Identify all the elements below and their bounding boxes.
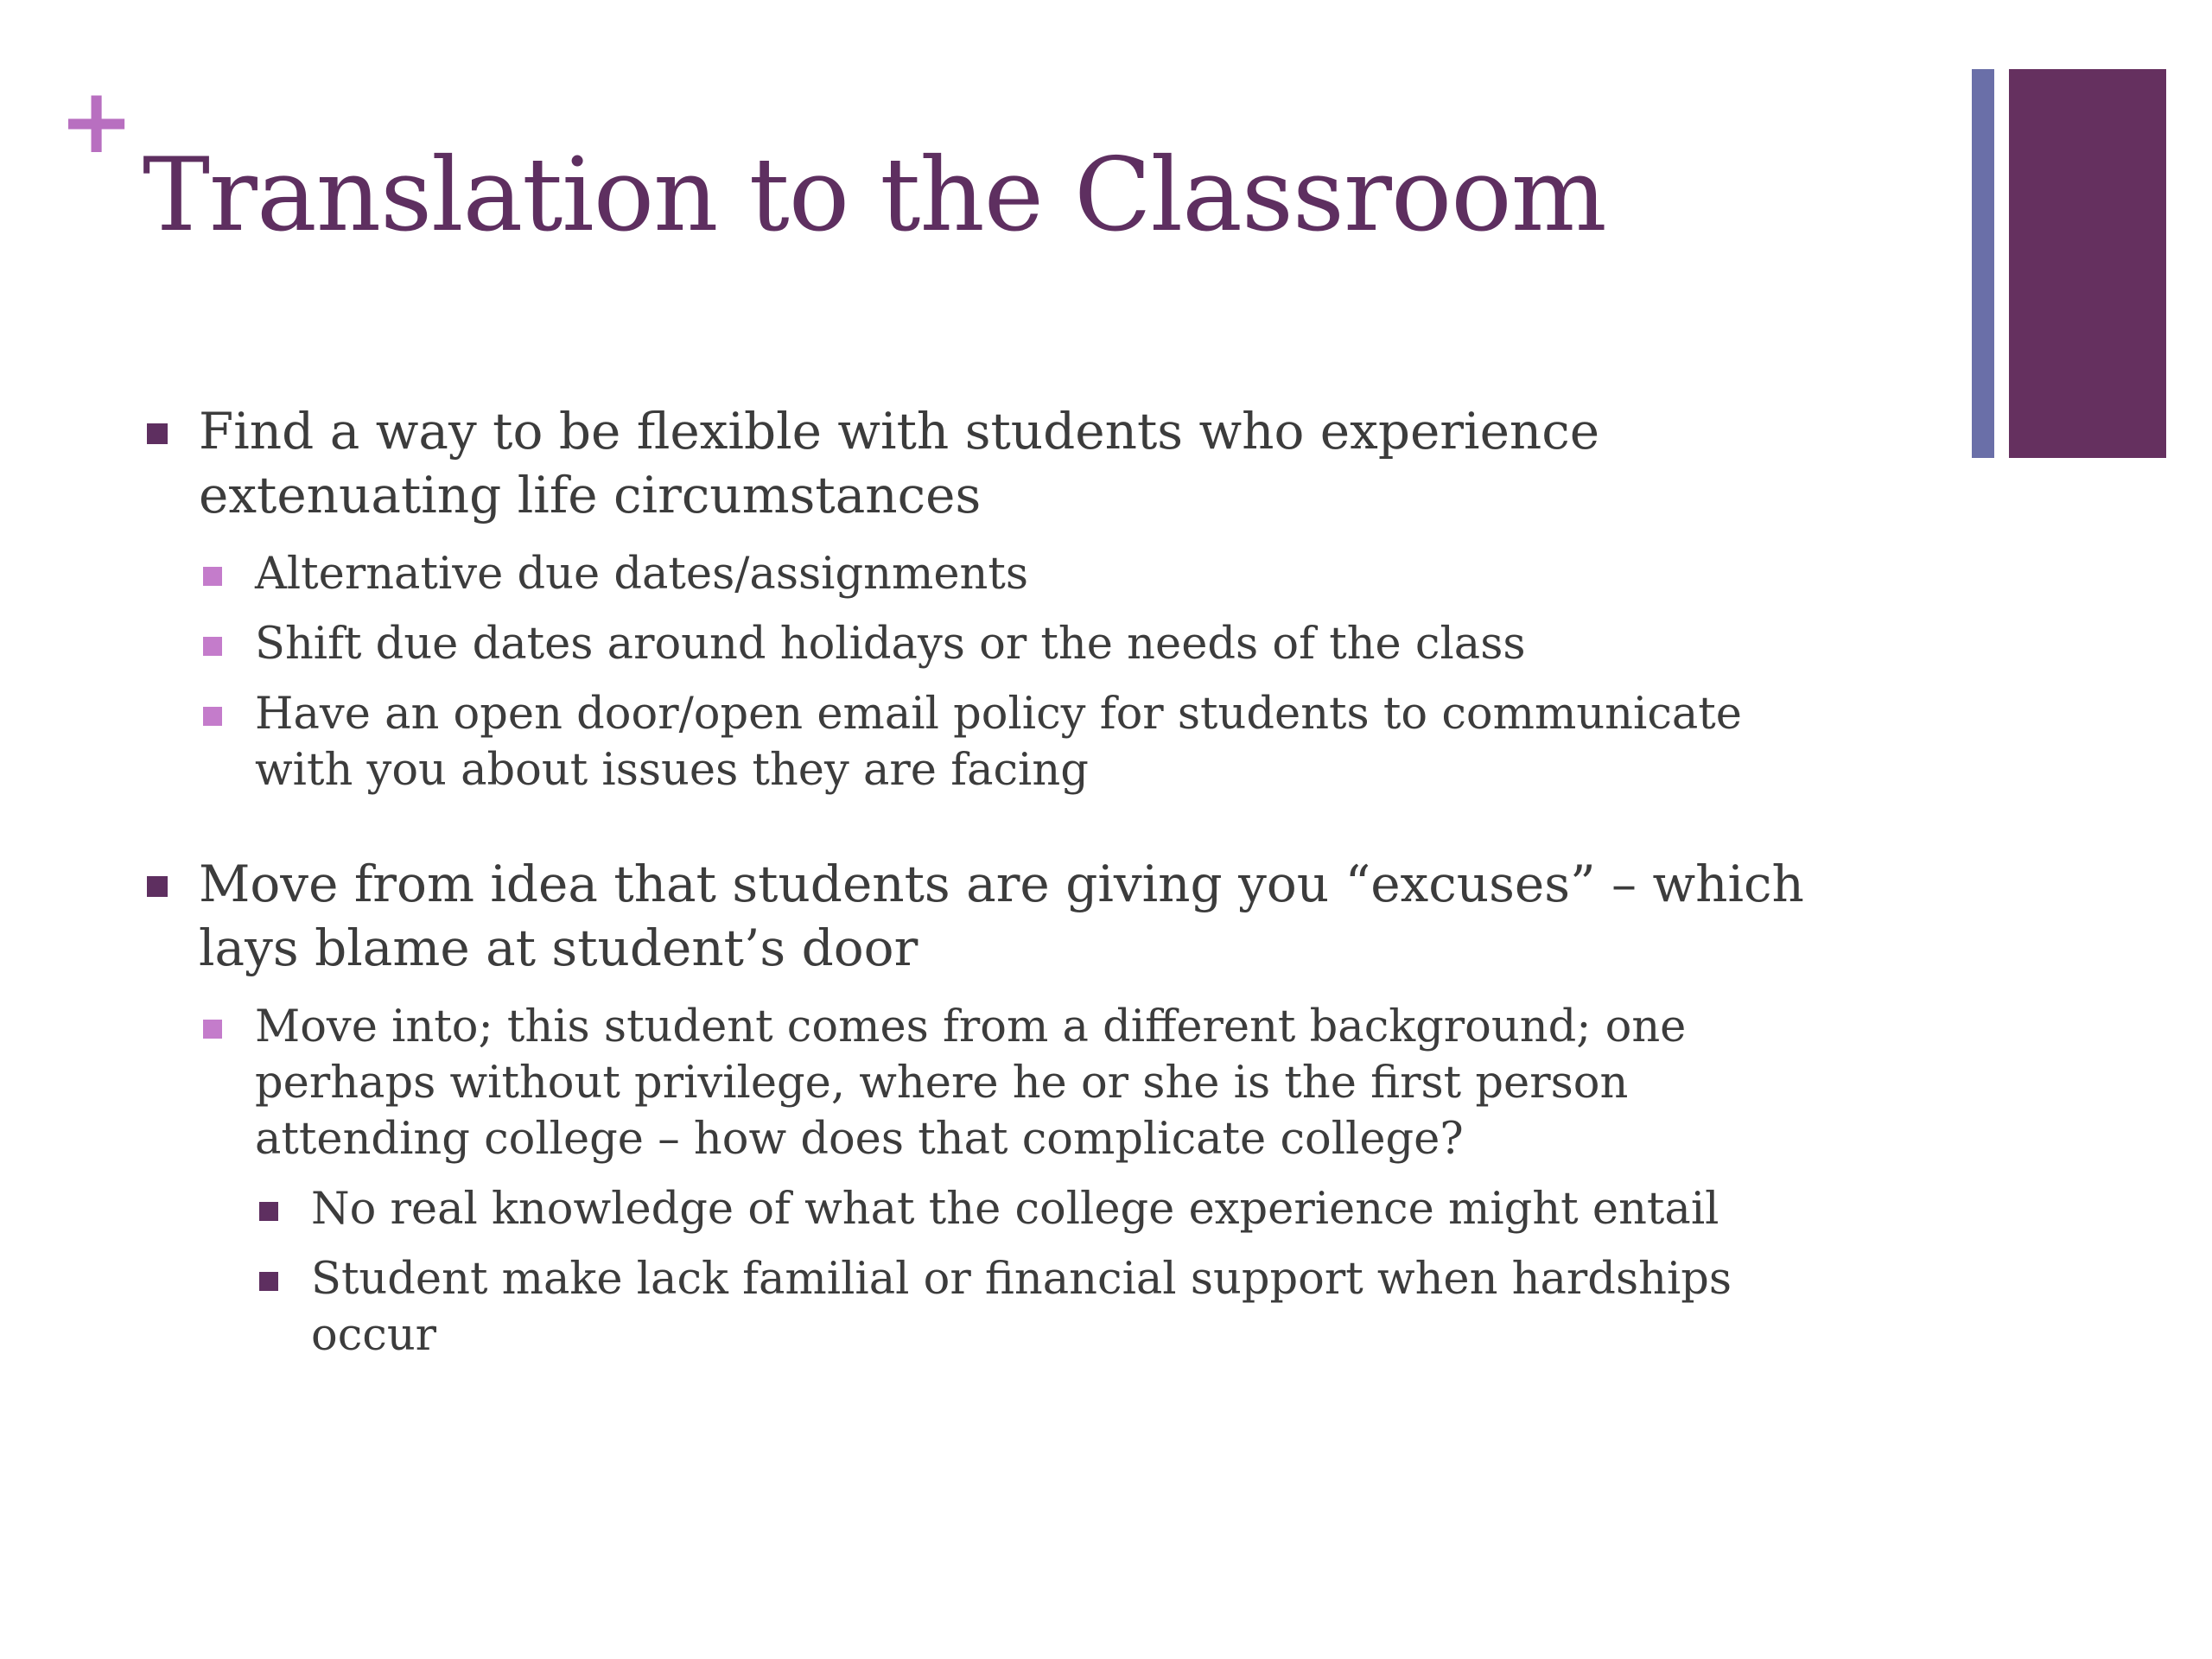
sub-sub-bullet-item	[138, 1251, 1918, 1363]
bullet-item	[138, 852, 1918, 980]
accent-bar-thick	[2009, 69, 2166, 458]
square-bullet-icon	[259, 1272, 278, 1291]
bullet-line: with you about issues they are facing	[255, 745, 1089, 796]
bullet-line: No real knowledge of what the college experience might entail	[311, 1184, 1719, 1235]
square-bullet-icon	[147, 423, 168, 444]
square-bullet-icon	[203, 637, 222, 656]
sub-bullet-item	[138, 999, 1918, 1167]
bullet-line: Have an open door/open email policy for students to communicate	[255, 689, 1742, 740]
square-bullet-icon	[147, 876, 168, 897]
bullet-line: Move from idea that students are giving you “excuses” – which	[199, 855, 1804, 913]
square-bullet-icon	[259, 1202, 278, 1221]
bullet-item	[138, 399, 1918, 527]
bullet-line: Alternative due dates/assignments	[255, 549, 1029, 600]
sub-bullet-item	[138, 616, 1918, 672]
bullet-line: occur	[311, 1310, 437, 1361]
bullet-list	[138, 399, 1918, 1363]
bullet-line: perhaps without privilege, where he or she is the first person	[255, 1058, 1629, 1109]
slide-title: Translation to the Classroom	[143, 136, 1606, 254]
plus-icon: +	[59, 68, 135, 174]
bullet-line: attending college – how does that complicate college?	[255, 1114, 1464, 1165]
bullet-line: Shift due dates around holidays or the needs of the class	[255, 619, 1526, 670]
sub-sub-bullet-item	[138, 1181, 1918, 1237]
bullet-line: Move into; this student comes from a different background; one	[255, 1001, 1687, 1052]
bullet-line: lays blame at student’s door	[199, 918, 918, 977]
sub-bullet-item	[138, 686, 1918, 798]
square-bullet-icon	[203, 707, 222, 726]
bullet-line: Find a way to be flexible with students who experience	[199, 402, 1600, 461]
bullet-line: extenuating life circumstances	[199, 466, 982, 524]
sub-bullet-item	[138, 546, 1918, 602]
accent-bar-thin	[1972, 69, 1994, 458]
square-bullet-icon	[203, 1020, 222, 1039]
bullet-line: Student make lack familial or financial support when hardships	[311, 1254, 1732, 1305]
square-bullet-icon	[203, 567, 222, 586]
